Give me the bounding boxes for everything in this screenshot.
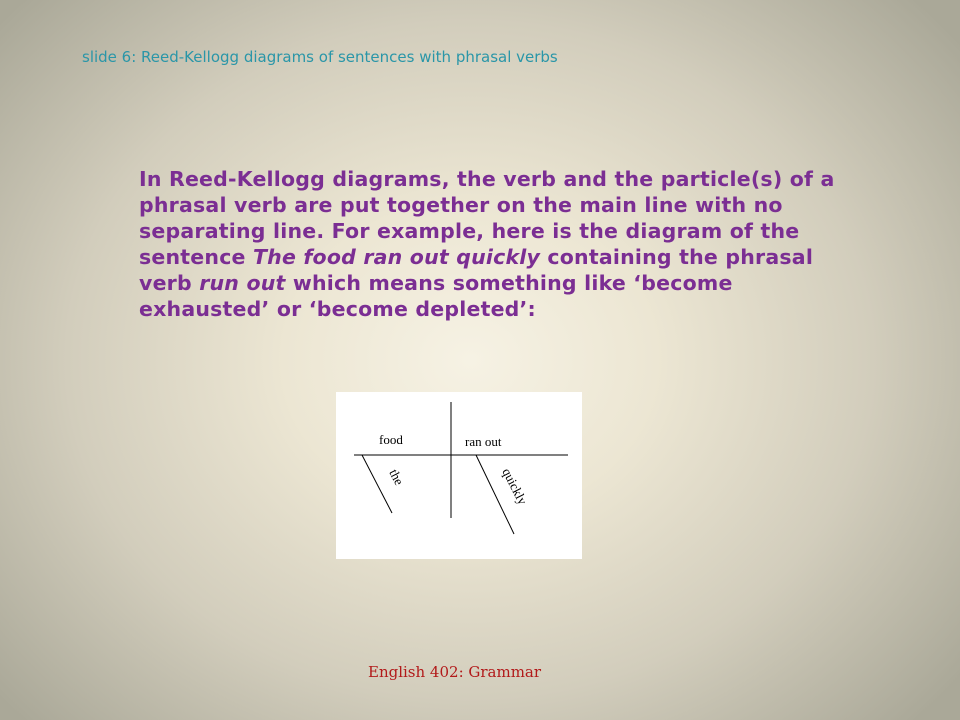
subject-modifier-word: the	[386, 466, 407, 488]
paragraph-part-2: containing the phrasal verb	[139, 245, 814, 295]
phrasal-verb-example: run out	[199, 271, 286, 295]
diagram-svg	[336, 392, 582, 559]
subject-word: food	[379, 432, 403, 447]
paragraph-part-1: In Reed-Kellogg diagrams, the verb and the particle(s) of a phrasal verb are put together on the main line with no separating line. For example, here is the diagram of the sentence	[139, 167, 835, 269]
example-sentence: The food ran out quickly	[253, 245, 541, 269]
verb-modifier-word: quickly	[499, 465, 531, 508]
course-footer: English 402: Grammar	[368, 663, 542, 681]
subject-modifier-line	[362, 455, 392, 513]
verb-word: ran out	[465, 434, 502, 449]
reed-kellogg-diagram	[336, 392, 582, 559]
body-paragraph	[139, 166, 859, 322]
paragraph-part-3: which means something like ‘become exhausted’ or ‘become depleted’:	[139, 271, 733, 321]
slide-header: slide 6: Reed-Kellogg diagrams of sentences with phrasal verbs	[82, 48, 558, 66]
